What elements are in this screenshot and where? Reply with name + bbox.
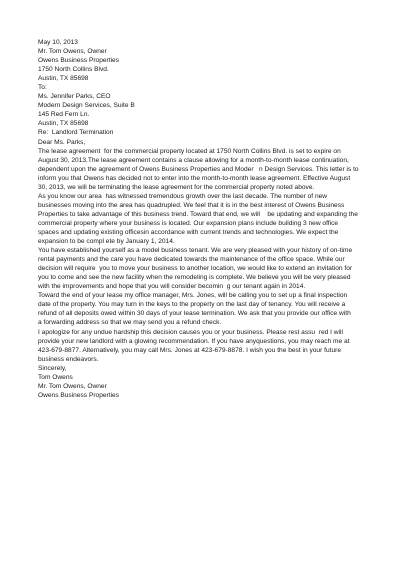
sender-street: 1750 North Collins Blvd. [38,66,109,74]
body-line: 30, 2013, we will be terminating the lease agreement for the commercial property noted above. [38,183,315,191]
body-line: August 30, 2013.The lease agreement contains a clause allowing for a month-to-month lease continuation, [38,156,349,164]
body-line: with the improvements and hope that you will consider becomin g our tenant again in 2014. [38,283,306,291]
body-line: dependent upon the agreement of Owens Business Properties and Moder n Design Services. This letter is to [38,165,359,173]
body-line: inform you that Owens has decided not to enter into the month-to-month lease agreement. Effective August [38,174,351,182]
body-line: I apologize for any undue hardship this decision causes you or your business. Please rest assu red I will [38,328,343,336]
body-line: Toward the end of your lease my office manager, Mrs. Jones, will be calling you to set up a final inspection [38,292,348,300]
body-line: Properties to take advantage of this business trend. Toward that end, we will be updating and expanding the [38,210,358,218]
recipient-company: Modern Design Services, Suite B [38,102,135,110]
body-line: a forwarding address so that we may send you a refund check. [38,319,222,327]
letter-page [38,38,368,400]
signature-name: Tom Owens [38,373,73,381]
body-line: You have established yourself as a model business tenant. We are very pleased with your history of on-time [38,247,353,255]
closing: Sincerely, [38,364,67,372]
body-line: commercial property where your business is located. Our expansion plans include building 3 new office [38,219,339,227]
signature-title: Mr. Tom Owens, Owner [38,382,107,390]
body-line: The lease agreement for the commercial property located at 1750 North Collins Blvd. is set to expire on [38,147,341,155]
recipient-name: Ms. Jennifer Parks, CEO [38,93,111,101]
body-line: 423-679-8877. Alternatively, you may call Mrs. Jones at 423-679-8878. I wish you the best in your future [38,346,341,354]
body-line: provide your new landlord with a glowing recommendation. If you have anyquestions, you may reach me at [38,337,350,345]
sender-city: Austin, TX 85698 [38,75,89,83]
body-line: business endeavors. [38,355,99,363]
body-line: businesses moving into the area has quadrupled. We feel that it is in the best interest of Owens Business [38,201,345,209]
body-line: expansion to be compl ete by January 1, 2014. [38,238,175,246]
body-line: spaces and updating existing officesin accordance with current trends and technologies. We expect the [38,228,339,236]
body-line: decision will require you to move your business to another location, we would like to extend an invitation for [38,265,353,273]
subject-line: Re: Landlord Termination [38,129,114,137]
sender-name: Mr. Tom Owens, Owner [38,48,107,56]
body-line: rental payments and the care you have dedicated towards the maintenance of the office space. While our [38,256,345,264]
letter-date: May 10, 2013 [38,39,78,46]
body-line: refund of all deposits owed within 30 days of your lease termination. We ask that you provide our office with [38,310,351,318]
signature-company: Owens Business Properties [38,391,119,399]
body-line: you to come and see the new facility when the remodeling is complete. We believe you will be very pleased [38,274,351,282]
body-line: As you know our area has witnessed tremendous growth over the last decade. The number of new [38,192,328,200]
sender-company: Owens Business Properties [38,57,119,65]
to-label: To: [38,84,47,92]
recipient-city: Austin, TX 85698 [38,120,89,128]
body-line: date of the property. You may turn in the keys to the property on the last day of tenancy. You will receive a [38,301,346,309]
salutation: Dear Ms. Parks, [38,138,86,146]
recipient-street: 145 Red Fern Ln. [38,111,90,119]
